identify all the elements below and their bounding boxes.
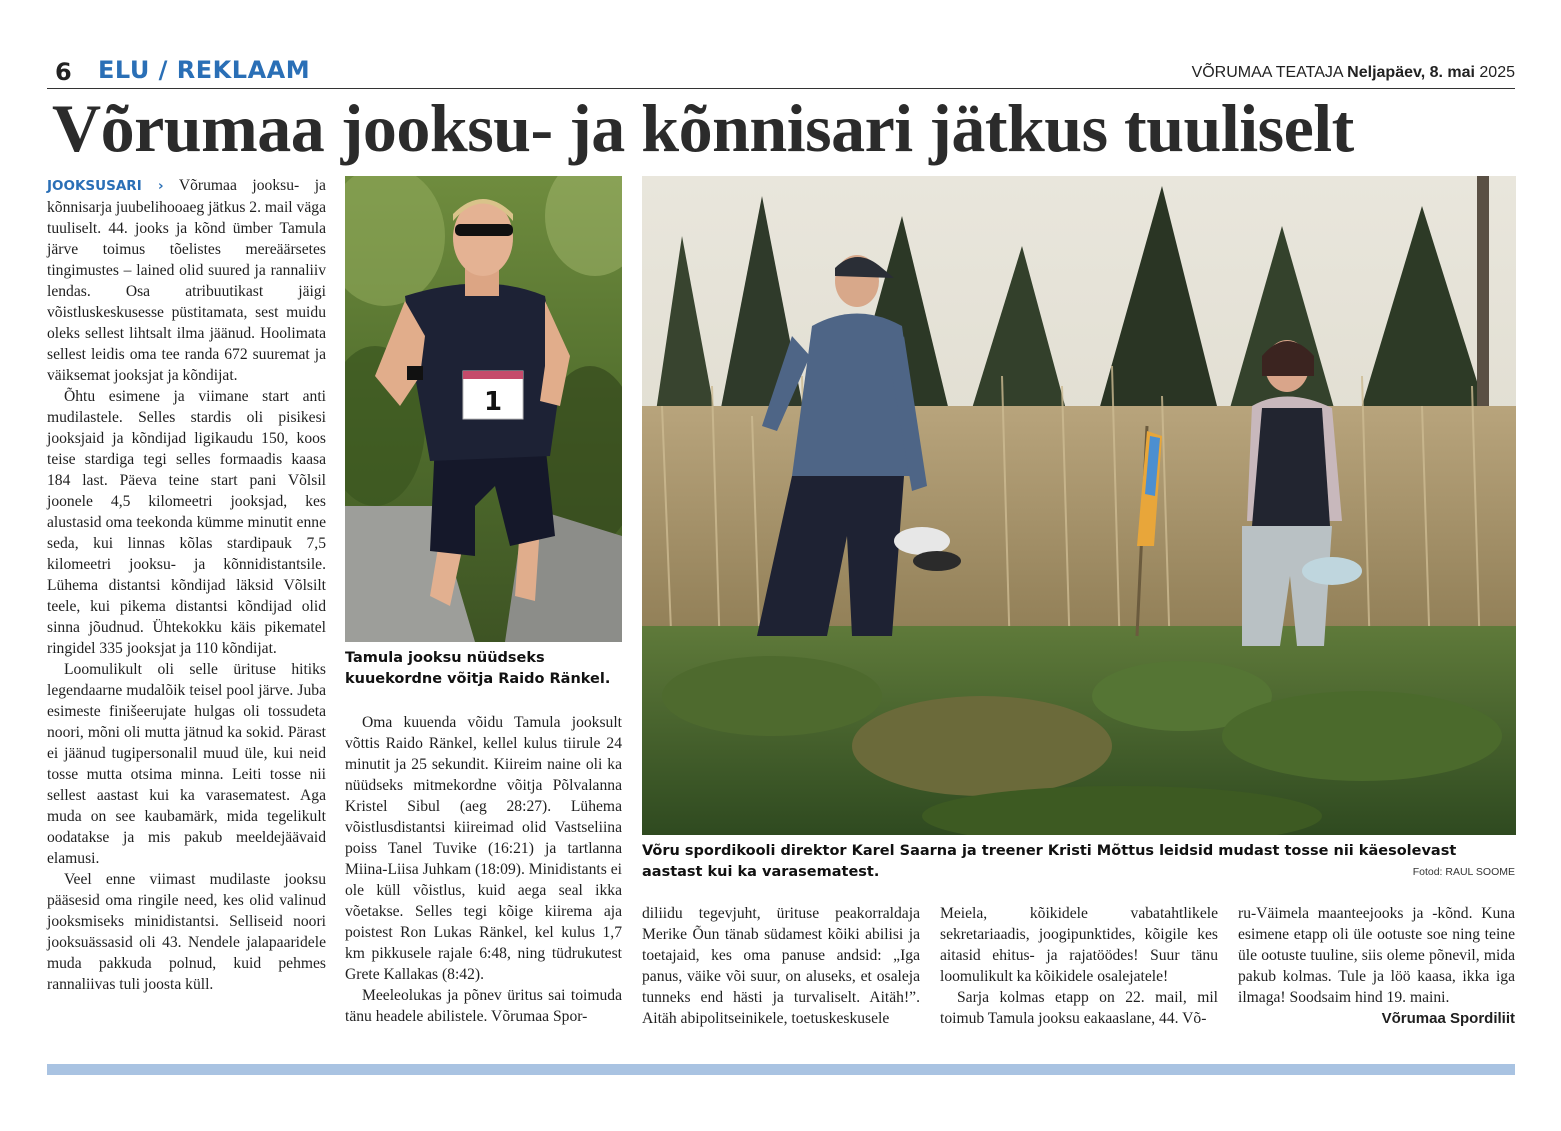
paragraph xyxy=(47,175,326,386)
photo-credit: Fotod: RAUL SOOME xyxy=(1412,866,1515,878)
paragraph: Oma kuuenda võidu Tamula jooksult võttis Raido Ränkel, kellel kulus tiirule 24 minutit ja 25 sekundit. Kiireim naine oli ka nüüdseks mitmekordne võitja Põlvalanna Kristel Sibul (aeg 28:27). Lühema võistlusdistantsi kiireimad olid Vastseliina poiss Tanel Tuvike (16:21) ja tartlanna Miina-Liisa Juhkam (18:09). Minidistants ei ole küll võistlus, kuid aega seal ikka võetakse. Selles tegi kõige kiirema aja poistest Ron Lukas Ränkel, kel kulus 1,7 km pikkusele rajale 6:48, ning tüdrukutest Grete Kallakas (8:42). xyxy=(345,714,622,983)
reeds-photo xyxy=(642,176,1516,835)
bib-number: 1 xyxy=(483,387,503,417)
runner-photo xyxy=(345,176,622,642)
article-column-1 xyxy=(47,175,326,995)
paragraph-text: Võrumaa jooksu- ja kõnnisarja juubelihooaeg jätkus 2. mail väga tuuliselt. 44. jooks ja kõnd ümber Tamula järve toimus tõelistes mereäärsetes tingimustes – lained olid suured ja rannaliiv lendas. Osa atribuutikast jäigi võistluskeskusesse püstitamata, sest muidu oleks sellest lihtsalt ilma jäänud. Hoolimata sellest leidis oma tee randa 672 suuremat ja väiksemat jooksjat ja kõndijat. xyxy=(47,177,326,384)
issue-year: 2025 xyxy=(1479,64,1515,81)
paragraph: diliidu tegevjuht, ürituse peakorraldaja Merike Õun tänab südamest kõiki abilisi ja toetajaid, kes oma panuse andsid: „Iga panus, väike või suur, on aluseks, et osaleja tunneks end hästi ja turvaliselt. Aitäh!”. Aitäh abipolitseinikele, toetuskeskusele xyxy=(642,905,920,1027)
runner-photo-caption: Tamula jooksu nüüdseks kuuekordne võitja Raido Ränkel. xyxy=(345,650,611,687)
paragraph: Meiela, kõikidele vabatahtlikele sekretariaadis, joogipunktides, kõigile kes aitasid ehitus- ja rajatöödes! Suur tänu loomulikult ka kõikidele osalejatele! xyxy=(940,905,1218,985)
article-signature: Võrumaa Spordiliit xyxy=(1381,1010,1515,1027)
paragraph: Meeleolukas ja põnev üritus sai toimuda tänu headele abilistele. Võrumaa Spor- xyxy=(345,987,622,1025)
article-column-4 xyxy=(940,903,1218,1029)
masthead xyxy=(1192,64,1515,82)
article-column-5 xyxy=(1238,903,1515,1029)
paragraph: Sarja kolmas etapp on 22. mail, mil toimub Tamula jooksu eakaaslane, 44. Võ- xyxy=(940,989,1218,1027)
paragraph: ru-Väimela maanteejooks ja -kõnd. Kuna esimene etapp oli üle ootuste soe ning teine üle ootuste tuuline, siis oleme põnevil, mida pakub kolmas. Tule ja löö kaasa, ikka iga ilmaga! Soodsaim hind 19. maini. xyxy=(1238,905,1515,1006)
publication-name: VÕRUMAA TEATAJA xyxy=(1191,64,1343,81)
paragraph: Loomulikult oli selle ürituse hitiks legendaarne mudalõik teisel pool järve. Juba esimeste finišeerujate hulgas oli tossudeta noori, mõni oli mutta jätnud ka sokid. Pärast ei jäänud tugipersonalil muud üle, kui neid tosse mutta otsima minna. Leiti tosse nii sellest aastast kui ka varasematest. Aga muda on see kaubamärk, mida tegelikult oodatakse ja mis pakub meeldejäävaid elamusi. xyxy=(47,661,326,867)
section-title: ELU / REKLAAM xyxy=(98,56,311,84)
kicker: JOOKSUSARI › xyxy=(47,178,164,194)
issue-date: Neljapäev, 8. mai xyxy=(1347,64,1475,81)
headline: Võrumaa jooksu- ja kõnnisari jätkus tuuliselt xyxy=(52,90,1354,166)
reeds-photo-caption: Võru spordikooli direktor Karel Saarna ja treener Kristi Mõttus leidsid mudast tosse nii käesolevast aastast kui ka varasematest. xyxy=(642,843,1457,880)
article-column-3 xyxy=(642,903,920,1029)
footer-bar xyxy=(47,1064,1515,1075)
article-column-2 xyxy=(345,712,622,1027)
page-number: 6 xyxy=(55,58,72,86)
paragraph: Veel enne viimast mudilaste jooksu pääsesid oma ringile need, kes olid valinud jooksmiseks minidistantsi. Selliseid noori jooksuässasid oli 43. Nendele jalapaaridele muda pakkuda polnud, kuid pehmes rannaliivas tuli joosta küll. xyxy=(47,871,326,993)
paragraph: Õhtu esimene ja viimane start anti mudilastele. Selles stardis oli pisikesi jooksjaid ja kõndijad ligikaudu 150, koos teise stardiga tegi selles formaadis kaasa 184 last. Päeva teine start pani Võlsil joonele 4,5 kilomeetri jooksjad, kes alustasid oma teekonda kümme minutit enne seda, kui linnas kõlas stardipauk 7,5 kilomeetri jooksu- ja kõnnidistantsile. Lühema distantsi kõndijad läksid Võlsilt teele, kui pikema distantsi kõndijad olid sinna jõudnud. Ühtekokku käis pikematel ringidel 335 jooksjat ja 110 kõndijat. xyxy=(47,388,326,657)
